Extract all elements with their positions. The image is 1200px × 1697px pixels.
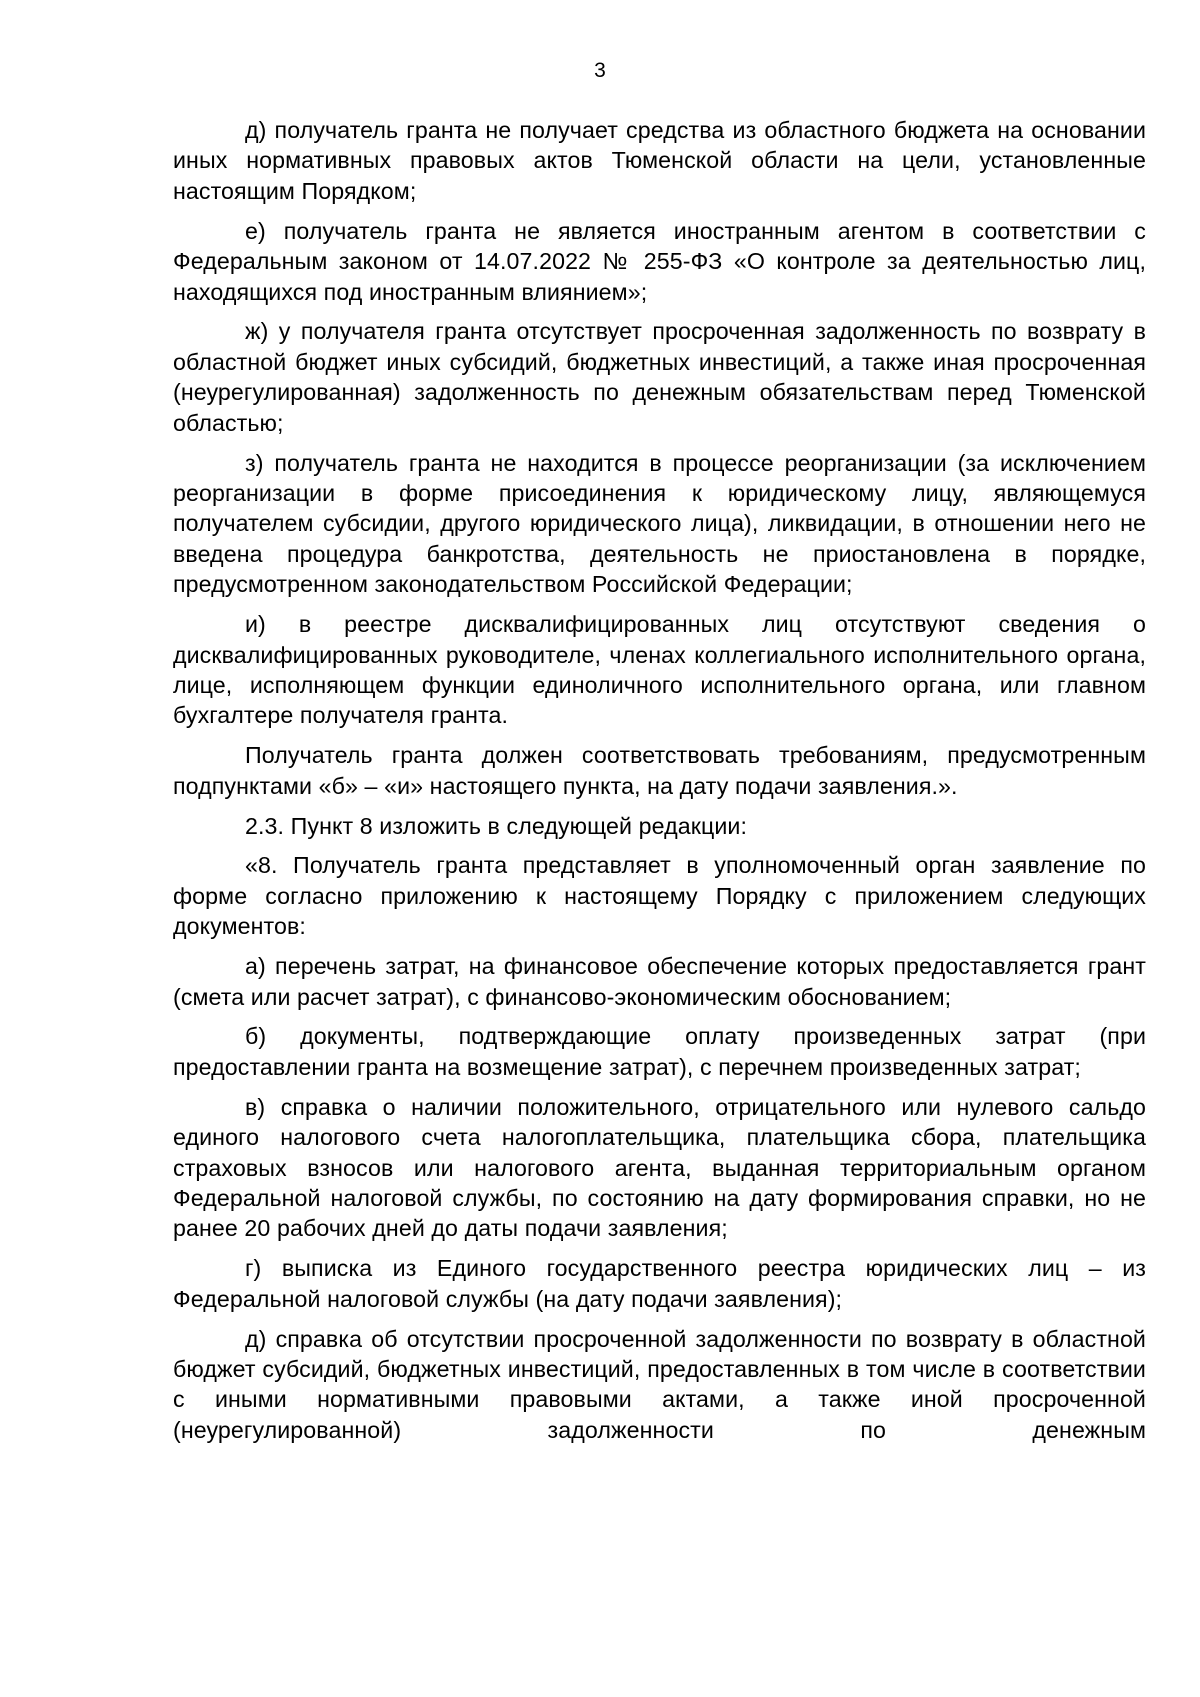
paragraph-z-no-reorganization: з) получатель гранта не находится в процессе реорганизации (за исключением реорганизации в форме присоединения к юридическому лицу, являющемуся получателем субсидии, другого юридического лица), ликвидации, в отношении него не введена процедура банкротства, деятельность не приостановлена в порядке, предусмотренном законодательством Российской Федерации; [173, 449, 1146, 598]
paragraph-d-no-overdue-certificate: д) справка об отсутствии просроченной задолженности по возврату в областной бюджет субсидий, бюджетных инвестиций, предоставленных в том числе в соответствии с иными нормативными правовыми актами, а также иной просроченной (неурегулированной) задолженности по денежным [173, 1325, 1146, 1443]
paragraph-b-payment-documents: б) документы, подтверждающие оплату произведенных затрат (при предоставлении гранта на возмещение затрат), с перечнем произведенных затрат; [173, 1023, 1146, 1080]
paragraph-8-application: «8. Получатель гранта представляет в уполномоченный орган заявление по форме согласно приложению к настоящему Порядку с приложением следующих документов: [173, 852, 1146, 940]
paragraph-g-registry-extract: г) выписка из Единого государственного реестра юридических лиц – из Федеральной налоговой службы (на дату подачи заявления); [173, 1255, 1146, 1312]
paragraph-zh-no-overdue-debt: ж) у получателя гранта отсутствует просроченная задолженность по возврату в областной бюджет иных субсидий, бюджетных инвестиций, а также иная просроченная (неурегулированная) задолженность по денежным обязательствам перед Тюменской областью; [173, 318, 1146, 436]
paragraph-e-not-foreign-agent: е) получатель гранта не является иностранным агентом в соответствии с Федеральным законом от 14.07.2022 № 255-ФЗ «О контроле за деятельностью лиц, находящихся под иностранным влиянием»; [173, 217, 1146, 305]
paragraph-d-no-other-funding: д) получатель гранта не получает средства из областного бюджета на основании иных нормативных правовых актов Тюменской области на цели, установленные настоящим Порядком; [173, 117, 1146, 204]
document-body [173, 115, 1146, 1445]
paragraph-a-cost-list: а) перечень затрат, на финансовое обеспечение которых предоставляется грант (смета или расчет затрат), с финансово-экономическим обоснованием; [173, 953, 1146, 1010]
paragraph-i-disqualified-persons: и) в реестре дисквалифицированных лиц отсутствуют сведения о дисквалифицированных руководителе, членах коллегиального исполнительного органа, лице, исполняющем функции единоличного исполнительного органа, или главном бухгалтере получателя гранта. [173, 611, 1146, 729]
paragraph-v-tax-certificate: в) справка о наличии положительного, отрицательного или нулевого сальдо единого налогового счета налогоплательщика, плательщика сбора, плательщика страховых взносов или налогового агента, выданная территориальным органом Федеральной налоговой службы, по состоянию на дату формирования справки, но не ранее 20 рабочих дней до даты подачи заявления; [173, 1093, 1146, 1242]
paragraph-requirements-date: Получатель гранта должен соответствовать требованиям, предусмотренным подпунктами «б» – «и» настоящего пункта, на дату подачи заявления.». [173, 742, 1146, 799]
page-number: 3 [594, 59, 606, 82]
paragraph-2-3-amendment: 2.3. Пункт 8 изложить в следующей редакции: [245, 812, 748, 839]
